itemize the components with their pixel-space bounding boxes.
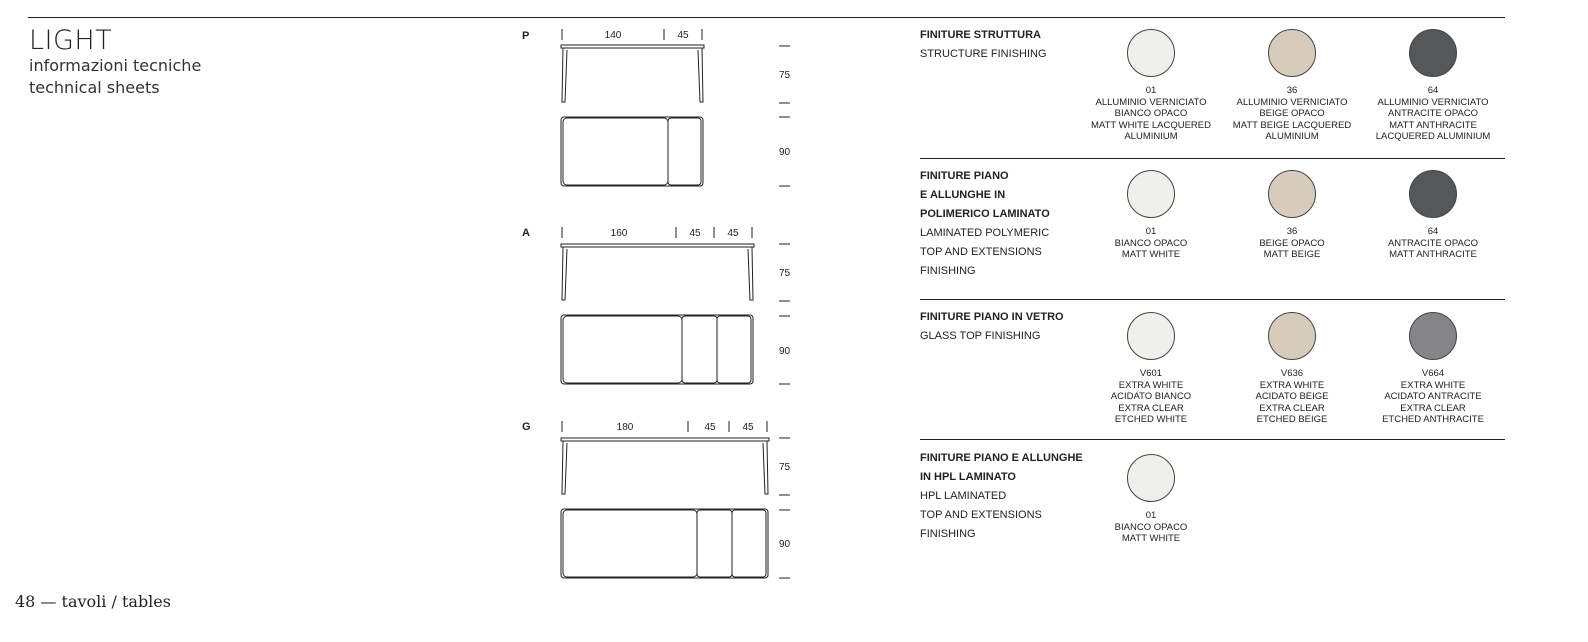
swatch-v601-white	[1081, 312, 1221, 426]
swatch-code: 01	[1145, 510, 1157, 521]
model-g-drawing	[522, 421, 791, 578]
hpl-laminated-section	[920, 449, 1083, 544]
section-note: FINISHING	[920, 265, 976, 277]
section-heading: FINITURE PIANO IN VETRO	[920, 311, 1064, 323]
swatch-01-white	[1081, 29, 1221, 143]
swatch-label: ANTRACITE OPACO	[1387, 237, 1479, 249]
swatch-label: MATT ANTHRACITE	[1389, 119, 1477, 131]
dim-depth: 90	[779, 346, 791, 357]
section-note: TOP AND EXTENSIONS	[920, 509, 1042, 521]
swatch-code: 64	[1427, 226, 1439, 237]
swatch-label: ACIDATO ANTRACITE	[1384, 391, 1482, 402]
color-swatch	[1268, 170, 1316, 218]
dim-extension: 45	[704, 422, 716, 433]
front-view	[561, 438, 769, 494]
swatch-label: ETCHED WHITE	[1114, 414, 1188, 425]
swatch-label: BIANCO OPACO	[1114, 521, 1188, 533]
swatch-36-beige	[1222, 170, 1362, 261]
dim-length: 140	[604, 30, 622, 41]
swatch-label: ACIDATO BEIGE	[1255, 391, 1329, 402]
page-title: LIGHT	[29, 25, 113, 56]
section-note: TOP AND EXTENSIONS	[920, 246, 1042, 258]
section-note: LAMINATED POLYMERIC	[920, 227, 1050, 239]
dim-extension: 45	[727, 228, 739, 239]
swatch-label: MATT WHITE	[1121, 533, 1181, 544]
swatch-01-white	[1081, 454, 1221, 545]
swatch-01-white	[1081, 170, 1221, 261]
swatch-label: MATT WHITE LACQUERED	[1091, 119, 1211, 131]
dim-depth: 90	[779, 147, 791, 158]
dim-height: 75	[779, 462, 791, 473]
top-view	[561, 509, 768, 578]
section-divider	[920, 158, 1505, 159]
swatch-label: BIANCO OPACO	[1114, 237, 1188, 249]
swatch-label: ACIDATO BIANCO	[1110, 391, 1192, 402]
swatch-label: EXTRA WHITE	[1259, 379, 1325, 391]
swatch-code: V664	[1421, 368, 1445, 379]
finishes-top-rule	[920, 17, 1505, 18]
swatch-code: V601	[1139, 368, 1163, 379]
section-heading: POLIMERICO LAMINATO	[920, 208, 1050, 220]
section-note: HPL LAMINATED	[920, 490, 1007, 502]
color-swatch	[1127, 170, 1175, 218]
dim-height: 75	[779, 268, 791, 279]
model-label: A	[522, 227, 530, 239]
dim-depth: 90	[779, 539, 791, 550]
swatch-label: ANTRACITE OPACO	[1387, 108, 1479, 119]
color-swatch	[1127, 312, 1175, 360]
swatch-v636-beige	[1222, 312, 1362, 426]
color-swatch	[1409, 312, 1457, 360]
swatch-label: MATT BEIGE	[1263, 249, 1321, 260]
swatch-v664-anthracite	[1363, 312, 1503, 426]
swatch-label: ALLUMINIO VERNICIATO	[1236, 96, 1348, 108]
swatch-label: BEIGE OPACO	[1259, 237, 1325, 249]
swatch-label: BEIGE OPACO	[1259, 108, 1325, 119]
color-swatch	[1409, 170, 1457, 218]
section-divider	[920, 299, 1505, 300]
swatch-label: ETCHED BEIGE	[1256, 414, 1328, 425]
subtitle-english: technical sheets	[29, 78, 160, 97]
swatch-label: LACQUERED ALUMINIUM	[1375, 131, 1491, 142]
section-note: STRUCTURE FINISHING	[920, 48, 1047, 60]
section-divider	[920, 439, 1505, 440]
swatch-label: EXTRA WHITE	[1118, 379, 1184, 391]
color-swatch	[1268, 29, 1316, 77]
section-note: FINISHING	[920, 528, 976, 540]
subtitle-italian: informazioni tecniche	[29, 56, 202, 75]
dim-length: 160	[610, 228, 628, 239]
swatch-label: BIANCO OPACO	[1114, 108, 1188, 119]
swatch-label: ALLUMINIO VERNICIATO	[1095, 96, 1207, 108]
dim-extension: 45	[742, 422, 754, 433]
front-view	[561, 45, 704, 102]
swatch-label: EXTRA WHITE	[1400, 379, 1466, 391]
color-swatch	[1409, 29, 1457, 77]
swatch-code: 01	[1145, 226, 1157, 237]
swatch-label: EXTRA CLEAR	[1259, 402, 1325, 414]
front-view	[561, 244, 754, 300]
swatch-64-anthracite	[1363, 29, 1503, 143]
swatch-label: ETCHED ANTHRACITE	[1382, 414, 1484, 425]
top-view	[561, 117, 703, 186]
section-note: GLASS TOP FINISHING	[920, 330, 1041, 342]
page-footer: 48 — tavoli / tables	[15, 592, 171, 611]
glass-top-section	[920, 308, 1064, 346]
swatch-36-beige	[1222, 29, 1362, 143]
color-swatch	[1127, 29, 1175, 77]
swatch-label: ALLUMINIO VERNICIATO	[1377, 96, 1489, 108]
swatch-label: MATT ANTHRACITE	[1389, 249, 1477, 260]
top-view	[561, 315, 753, 384]
dim-length: 180	[616, 422, 634, 433]
model-label: P	[522, 30, 530, 42]
model-label: G	[522, 421, 531, 433]
swatch-code: 01	[1145, 85, 1157, 96]
color-swatch	[1127, 454, 1175, 502]
section-heading: IN HPL LAMINATO	[920, 471, 1016, 483]
structure-finishing-section	[920, 26, 1047, 64]
swatch-code: 64	[1427, 85, 1439, 96]
swatch-label: EXTRA CLEAR	[1400, 402, 1466, 414]
dim-extension: 45	[677, 30, 689, 41]
swatch-label: EXTRA CLEAR	[1118, 402, 1184, 414]
dim-extension: 45	[689, 228, 701, 239]
section-heading: E ALLUNGHE IN	[920, 189, 1006, 201]
swatch-label: ALUMINIUM	[1265, 131, 1319, 142]
section-heading: FINITURE STRUTTURA	[920, 29, 1041, 41]
swatch-code: 36	[1286, 226, 1298, 237]
swatch-code: 36	[1286, 85, 1298, 96]
swatch-label: ALUMINIUM	[1124, 131, 1178, 142]
section-heading: FINITURE PIANO	[920, 170, 1009, 182]
color-swatch	[1268, 312, 1316, 360]
section-heading: FINITURE PIANO E ALLUNGHE	[920, 452, 1083, 464]
swatch-label: MATT WHITE	[1121, 249, 1181, 260]
dim-height: 75	[779, 70, 791, 81]
swatch-code: V636	[1280, 368, 1304, 379]
model-a-drawing	[522, 227, 791, 384]
swatch-64-anthracite	[1363, 170, 1503, 261]
laminated-polymeric-section	[920, 167, 1050, 281]
swatch-label: MATT BEIGE LACQUERED	[1232, 119, 1352, 131]
model-p-drawing	[522, 29, 791, 186]
